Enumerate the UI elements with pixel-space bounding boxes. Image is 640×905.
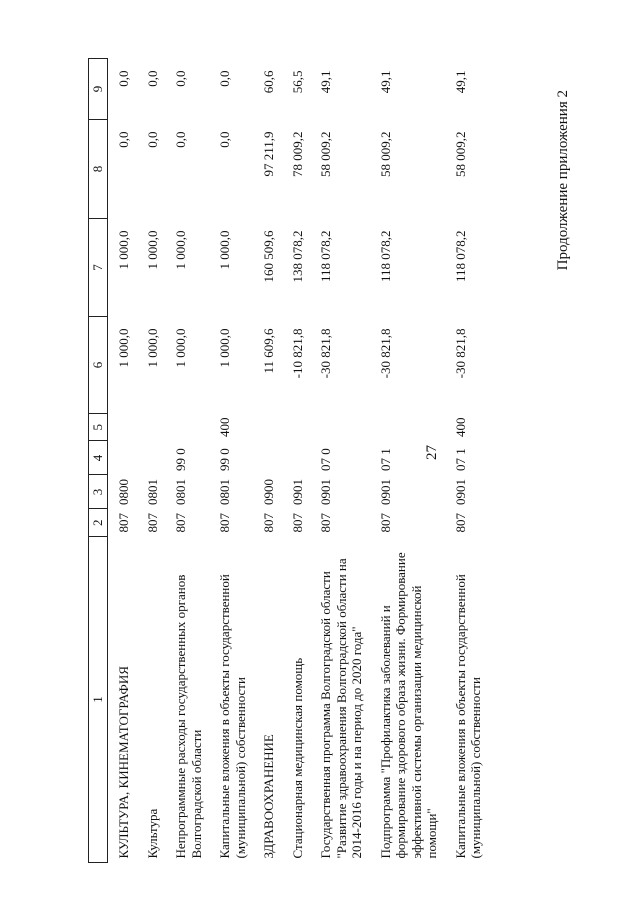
row-name: Государственная программа Волгоградской области "Развитие здравоохранения Волгоградской области на 2014-2016 годы и на период до 2020 года" [318, 558, 364, 859]
percent-executed: 0,0 [217, 70, 232, 87]
table-row [372, 59, 447, 863]
plan-amount: 138 078,2 [289, 230, 305, 283]
column-header: 1 [89, 537, 108, 863]
ministry-code: 807 [173, 513, 188, 533]
change-amount: -30 821,8 [452, 328, 468, 379]
ministry-code: 807 [289, 513, 305, 533]
table-row [255, 59, 284, 863]
plan-amount: 118 078,2 [318, 230, 333, 283]
page-number: 27 [424, 445, 440, 460]
executed-amount: 0,0 [116, 131, 131, 148]
continuation-caption: Продолжение приложения 2 [555, 90, 571, 271]
change-amount: -30 821,8 [377, 328, 393, 379]
executed-amount: 78 009,2 [289, 131, 305, 177]
column-header: 4 [89, 441, 108, 475]
ministry-code: 807 [452, 513, 468, 533]
target-article [255, 441, 284, 475]
section-code: 0901 [377, 479, 393, 505]
change-amount: 1 000,0 [116, 328, 131, 368]
row-name: Капитальные вложения в объекты государственной (муниципальной) собственности [217, 574, 248, 859]
expense-type [167, 414, 211, 442]
ministry-code: 807 [261, 513, 276, 533]
target-article: 07 1 [377, 448, 393, 471]
row-name: ЗДРАВООХРАНЕНИЕ [261, 734, 276, 859]
plan-amount: 1 000,0 [144, 230, 160, 270]
executed-amount: 58 009,2 [452, 131, 468, 177]
executed-amount: 58 009,2 [318, 131, 333, 177]
section-code: 0900 [261, 479, 276, 505]
row-name: Стационарная медицинская помощь [289, 657, 305, 859]
change-amount: -30 821,8 [318, 328, 333, 379]
column-header: 5 [89, 414, 108, 442]
change-amount: 1 000,0 [144, 328, 160, 368]
ministry-code: 807 [377, 513, 393, 533]
column-header: 7 [89, 219, 108, 317]
percent-executed: 0,0 [173, 70, 188, 87]
column-header: 3 [89, 475, 108, 509]
target-article: 07 1 [452, 448, 468, 471]
row-name: Непрограммные расходы государственных органов Волгоградской области [173, 574, 204, 859]
expense-type [255, 414, 284, 442]
plan-amount: 1 000,0 [173, 230, 188, 270]
expense-type: 400 [452, 417, 468, 437]
table-row [284, 59, 313, 863]
ministry-code: 807 [217, 513, 232, 533]
expense-type: 400 [217, 417, 232, 437]
table-row [312, 59, 372, 863]
table-row [139, 59, 168, 863]
target-article: 07 0 [318, 448, 333, 471]
percent-executed: 49,1 [377, 70, 393, 94]
ministry-code: 807 [318, 513, 333, 533]
column-header: 2 [89, 509, 108, 537]
change-amount: -10 821,8 [289, 328, 305, 379]
budget-table [88, 58, 491, 863]
table-row [167, 59, 211, 863]
percent-executed: 60,6 [261, 70, 276, 94]
ministry-code: 807 [144, 513, 160, 533]
expense-type [312, 414, 372, 442]
column-header: 9 [89, 59, 108, 120]
section-code: 0800 [116, 479, 131, 505]
change-amount: 1 000,0 [173, 328, 188, 368]
table-row [108, 59, 139, 863]
change-amount: 1 000,0 [217, 328, 232, 368]
row-name: КУЛЬТУРА, КИНЕМАТОГРАФИЯ [116, 666, 131, 859]
target-article [108, 441, 139, 475]
column-header: 8 [89, 120, 108, 219]
section-code: 0901 [452, 479, 468, 505]
percent-executed: 0,0 [144, 70, 160, 87]
table-body [108, 59, 491, 863]
expense-type [108, 414, 139, 442]
plan-amount: 118 078,2 [452, 230, 468, 283]
expense-type [372, 414, 447, 442]
table-row [211, 59, 255, 863]
section-code: 0901 [318, 479, 333, 505]
percent-executed: 56,5 [289, 70, 305, 94]
executed-amount: 0,0 [217, 131, 232, 148]
column-header: 6 [89, 317, 108, 414]
target-article [284, 441, 313, 475]
expense-type [139, 414, 168, 442]
row-name: Подпрограмма "Профилактика заболеваний и формирование здорового образа жизни. Формирование эффективной системы организации медицинской помощи" [377, 552, 439, 859]
target-article: 99 0 [217, 448, 232, 471]
executed-amount: 0,0 [144, 131, 160, 148]
change-amount: 11 609,6 [261, 328, 276, 374]
section-code: 0801 [217, 479, 232, 505]
row-name: Культура [144, 808, 160, 859]
section-code: 0901 [289, 479, 305, 505]
percent-executed: 0,0 [116, 70, 131, 87]
expense-type [284, 414, 313, 442]
section-code: 0801 [173, 479, 188, 505]
table-row [447, 59, 491, 863]
table-header [89, 59, 108, 863]
target-article [139, 441, 168, 475]
plan-amount: 1 000,0 [116, 230, 131, 270]
ministry-code: 807 [116, 513, 131, 533]
executed-amount: 0,0 [173, 131, 188, 148]
percent-executed: 49,1 [318, 70, 333, 94]
row-name: Капитальные вложения в объекты государственной (муниципальной) собственности [452, 574, 483, 859]
executed-amount: 58 009,2 [377, 131, 393, 177]
plan-amount: 118 078,2 [377, 230, 393, 283]
percent-executed: 49,1 [452, 70, 468, 94]
plan-amount: 160 509,6 [261, 230, 276, 283]
executed-amount: 97 211,9 [261, 131, 276, 177]
plan-amount: 1 000,0 [217, 230, 232, 270]
section-code: 0801 [144, 479, 160, 505]
target-article: 99 0 [173, 448, 188, 471]
